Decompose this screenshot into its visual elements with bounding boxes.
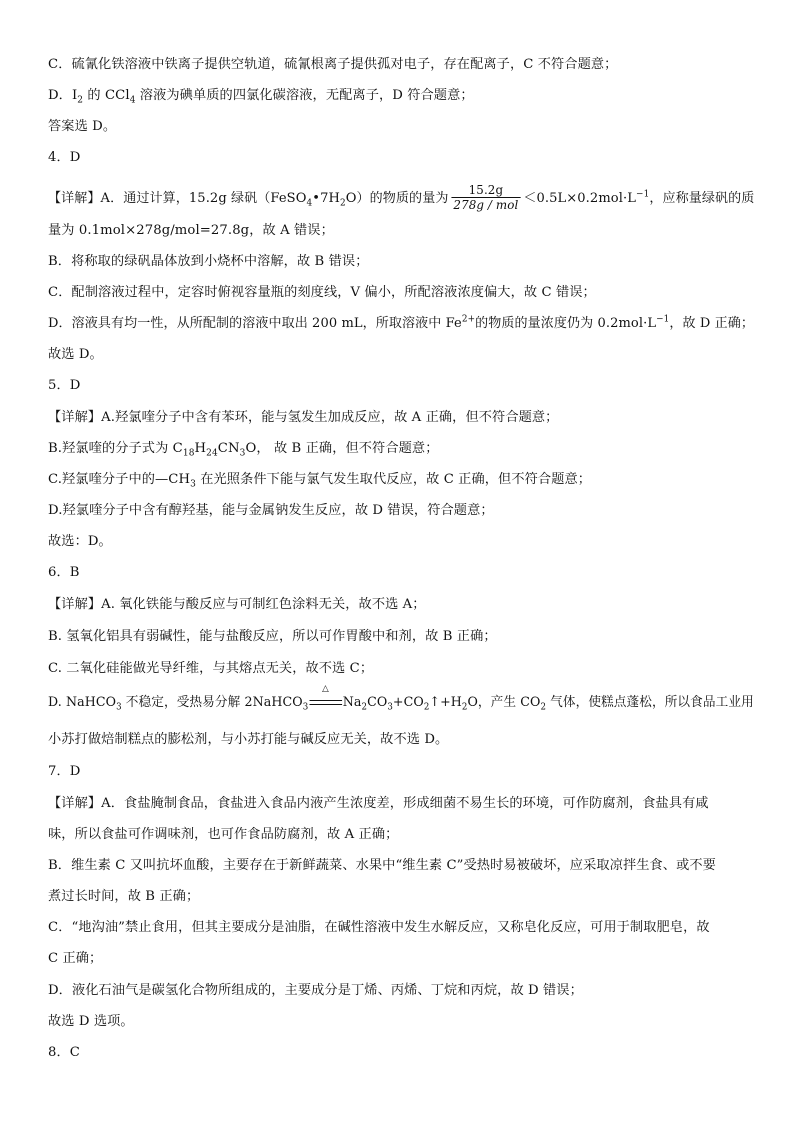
text-line: 故选 D 选项。 <box>48 1014 134 1029</box>
text-line: 【详解】A．食盐腌制食品，食盐进入食品内液产生浓度差，形成细菌不易生长的环境，可作防腐剂，食盐具有咸 <box>48 796 709 811</box>
text-line: C 正确； <box>48 951 103 966</box>
question-number: 8．C <box>48 1045 80 1060</box>
text-line: 【详解】A.羟氯喹分子中含有苯环，能与氢发生加成反应，故 A 正确，但不符合题意； <box>48 410 559 425</box>
text-line: 量为 0.1mol×278g/mol=27.8g，故 A 错误； <box>48 223 334 238</box>
question-number: 4．D <box>48 150 81 165</box>
fraction: $\frac{15.2g}{\text{278g / mol}}$ <box>453 183 519 212</box>
text-line: 故选：D。 <box>48 534 112 549</box>
heating-condition-sign: △ <box>308 693 342 713</box>
text-line: B．将称取的绿矾晶体放到小烧杯中溶解，故 B 错误； <box>48 254 369 269</box>
text-line: 小苏打做焙制糕点的膨松剂，与小苏打能与碱反应无关，故不选 D。 <box>48 732 449 747</box>
question-number: 7．D <box>48 764 81 779</box>
text-line: C．硫氰化铁溶液中铁离子提供空轨道，硫氰根离子提供孤对电子，存在配离子，C 不符合题意； <box>48 57 618 72</box>
text-line: D.羟氯喹分子中含有醇羟基，能与金属钠发生反应，故 D 错误，符合题意； <box>48 503 494 518</box>
text-line: 故选 D。 <box>48 347 103 362</box>
text-line: B. 氢氧化铝具有弱碱性，能与盐酸反应，所以可作胃酸中和剂，故 B 正确； <box>48 629 497 644</box>
text-line: D. NaHCO$_3$ 不稳定，受热易分解 2NaHCO$_3$ △ $Na_2CO_3+CO_2↑+H_2O$，产生 $CO_2$ 气体，使糕点蓬松，所以食品工业用 <box>48 684 754 713</box>
text-line: C．配制溶液过程中，定容时俯视容量瓶的刻度线，V 偏小，所配溶液浓度偏大，故 C 错误； <box>48 285 596 300</box>
text-line: C.羟氯喹分子中的$—CH_3$ 在光照条件下能与氯气发生取代反应，故 C 正确，但不符合题意； <box>48 472 592 490</box>
text-line: C．“地沟油”禁止食用，但其主要成分是油脂，在碱性溶液中发生水解反应，又称皂化反应，可用于制取肥皂，故 <box>48 920 710 935</box>
question-number: 6．B <box>48 565 80 580</box>
text-line: D．液化石油气是碳氢化合物所组成的，主要成分是丁烯、丙烯、丁烷和丙烷，故 D 错误； <box>48 983 583 998</box>
text-line: 煮过长时间，故 B 正确； <box>48 889 200 904</box>
text-line: B.羟氯喹的分子式为 $C_{18}H_{24}CN_3O$， 故 B 正确，但不符合题意； <box>48 441 439 459</box>
text-line: 味，所以食盐可作调味剂，也可作食品防腐剂，故 A 正确； <box>48 827 399 842</box>
text-line: B．维生素 C 又叫抗坏血酸，主要存在于新鲜蔬菜、水果中“维生素 C”受热时易被破坏，应采取凉拌生食、或不要 <box>48 858 716 873</box>
text-line: D．$I_2$ 的 CCl$_4$ 溶液为碘单质的四氯化碳溶液，无配离子，D 符合题意； <box>48 88 474 106</box>
text-line: 答案选 D。 <box>48 119 117 134</box>
question-number: 5．D <box>48 378 81 393</box>
text-line: D．溶液具有均一性，从所配制的溶液中取出 200 mL，所取溶液中 $Fe^{2+}$的物质的量浓度仍为 $0.2mol\cdot L^{-1}$，故 D 正确； <box>48 314 755 331</box>
text-line: C. 二氧化硅能做光导纤维，与其熔点无关，故不选 C； <box>48 661 374 676</box>
text-line: 【详解】A．通过计算，15.2g 绿矾$(FeSO_4•7H_2O)$的物质的量为 $\frac{15.2g}{\text{278g / mol}}$ $<0.5L\times 0.2mol\cdot L^{-1}$，应称量绿矾的质 <box>48 183 755 212</box>
text-line: 【详解】A. 氧化铁能与酸反应与可制红色涂料无关，故不选 A； <box>48 597 426 612</box>
